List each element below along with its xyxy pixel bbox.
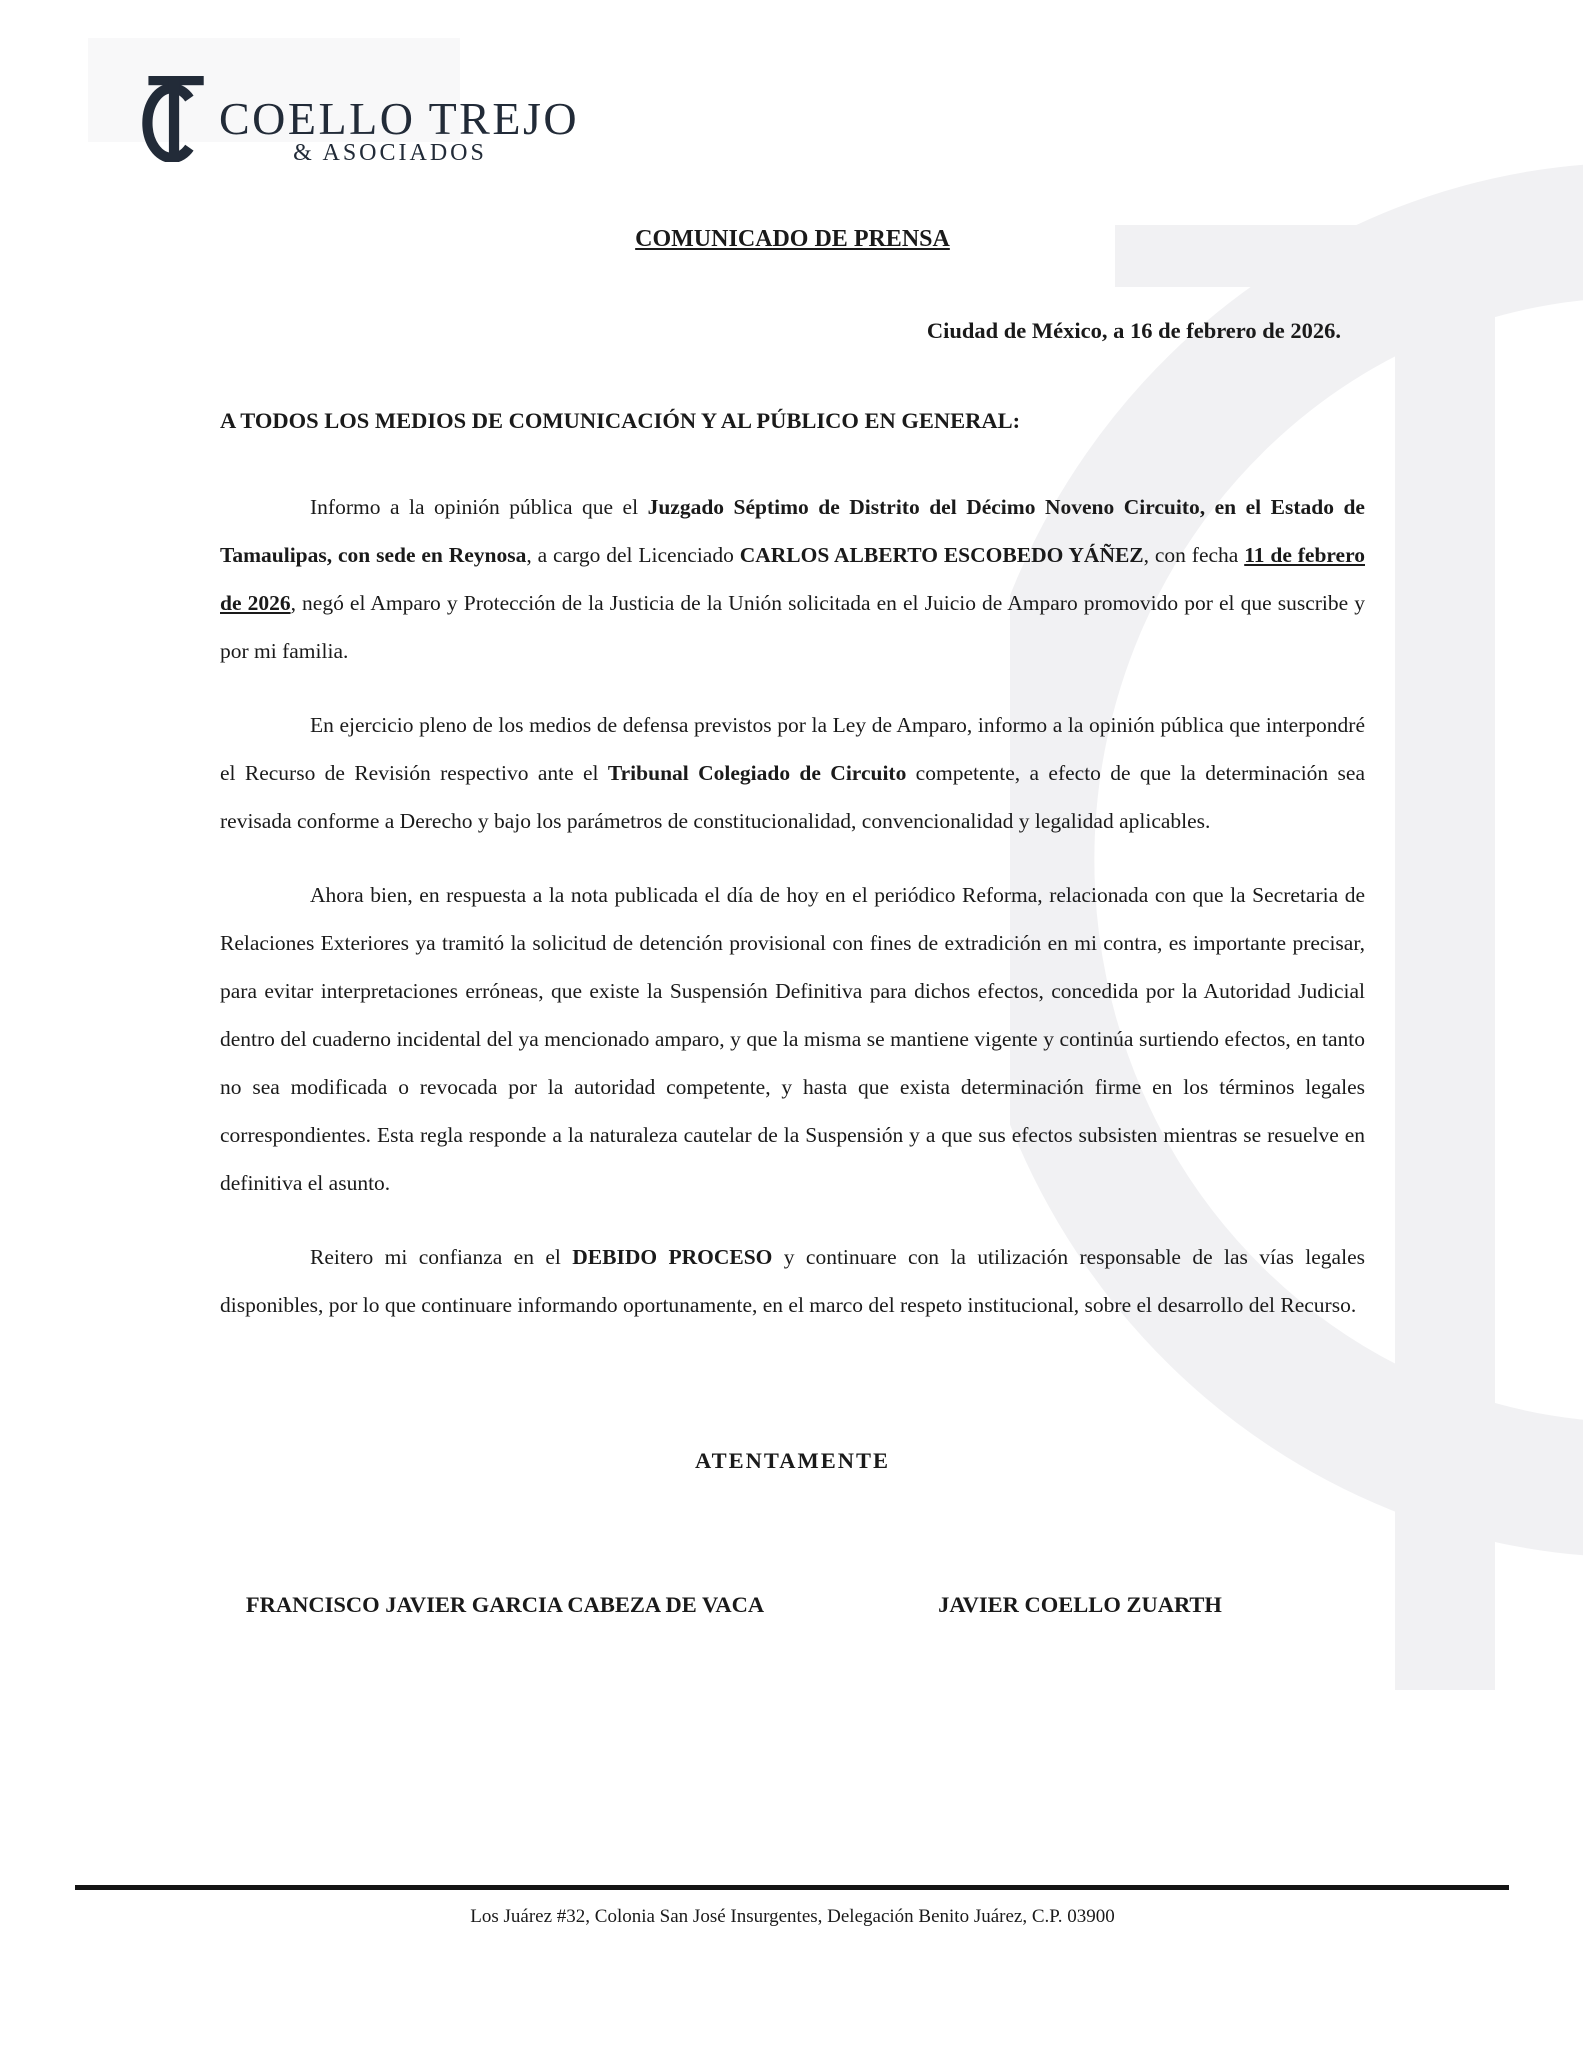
text-run: Ahora bien, en respuesta a la nota publicada el día de hoy en el periódico Reforma, relacionada con que la Secretaria de Relaciones Exteriores ya tramitó la solicitud de detención provisional con fines de extradición en mi contra, es importante precisar, para evitar interpretaciones erróneas, que existe la Suspensión Definitiva para dichos efectos, concedida por la Autoridad Judicial dentro del cuaderno incidental del ya mencionado amparo, y que la misma se mantiene vigente y continúa surtiendo efectos, en tanto no sea modificada o revocada por la autoridad competente, y hasta que exista determinación firme en los términos legales correspondientes. Esta regla responde a la naturaleza cautelar de la Suspensión y a que sus efectos subsisten mientras se resuelve en definitiva el asunto. — [220, 883, 1365, 1195]
text-run: Juzgado Séptimo de Distrito del Décimo Noveno Circuito, en el Estado de Tamaulipas, con sede en Reynosa — [220, 495, 1365, 567]
closing: ATENTAMENTE — [695, 1448, 890, 1473]
footer-address: Los Juárez #32, Colonia San José Insurgentes, Delegación Benito Juárez, C.P. 03900 — [470, 1906, 1115, 1927]
text-run: CARLOS ALBERTO ESCOBEDO YÁÑEZ — [739, 543, 1144, 567]
text-run: , a cargo del Licenciado — [526, 543, 740, 567]
text-run: competente, a efecto de que la determinación sea revisada conforme a Derecho y bajo los parámetros de constitucionalidad, convencionalidad y legalidad aplicables. — [220, 761, 1365, 833]
footer-divider — [75, 1885, 1509, 1890]
paragraph — [220, 483, 1365, 675]
text-run: Tribunal Colegiado de Circuito — [607, 761, 907, 785]
tc-monogram-icon — [142, 76, 204, 162]
text-run: y continuare con la utilización responsable de las vías legales disponibles, por lo que continuare informando oportunamente, en el marco del respeto institucional, sobre el desarrollo del Recurso. — [220, 1245, 1365, 1317]
paragraph — [220, 1233, 1365, 1329]
text-run: Informo a la opinión pública que el — [310, 495, 648, 519]
signature-block — [220, 1576, 1365, 1633]
text-run: En ejercicio pleno de los medios de defensa previstos por la Ley de Amparo, informo a la opinión pública que interpondré el Recurso de Revisión respectivo ante el — [220, 713, 1365, 785]
text-run: DEBIDO PROCESO — [572, 1245, 773, 1269]
text-run: Reitero mi confianza en el — [310, 1245, 573, 1269]
paragraph — [220, 701, 1365, 845]
text-run: , negó el Amparo y Protección de la Justicia de la Unión solicitada en el Juicio de Amparo promovido por el que suscribe y por mi familia. — [220, 591, 1366, 663]
signatory-name: FRANCISCO JAVIER GARCIA CABEZA DE VACA — [245, 1592, 765, 1617]
paragraph — [220, 871, 1365, 1207]
salutation: A TODOS LOS MEDIOS DE COMUNICACIÓN Y AL PÚBLICO EN GENERAL: — [220, 408, 1021, 433]
text-run: , con fecha — [1143, 543, 1245, 567]
text-run: 11 de febrero de 2026 — [220, 543, 1365, 615]
document-title: COMUNICADO DE PRENSA — [635, 226, 950, 252]
signatory-name: JAVIER COELLO ZUARTH — [938, 1592, 1222, 1617]
logo-name: COELLO TREJO — [219, 93, 580, 144]
dateline: Ciudad de México, a 16 de febrero de 2026. — [926, 318, 1341, 343]
logo-subtitle: & ASOCIADOS — [293, 140, 487, 166]
paragraphs — [220, 483, 1365, 1355]
